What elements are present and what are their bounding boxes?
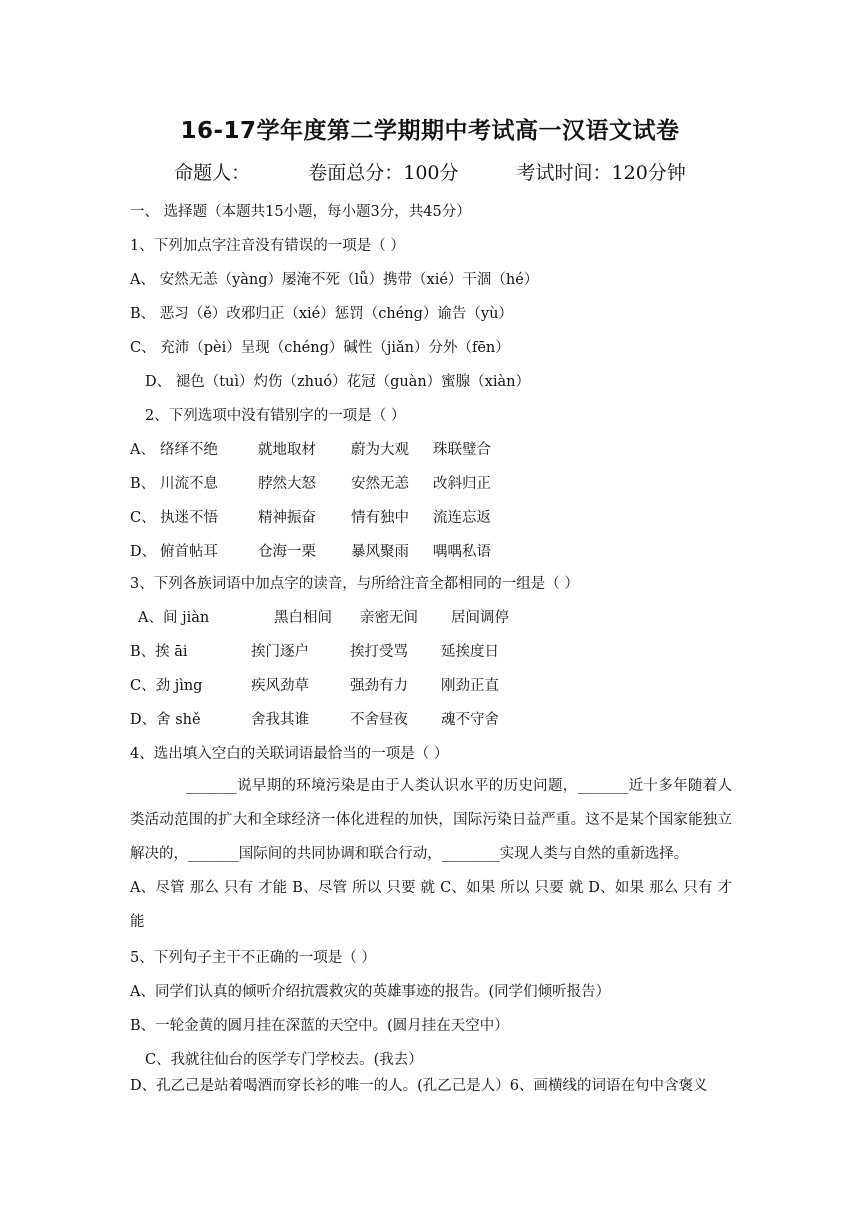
option-word: 疾风劲草 xyxy=(251,678,309,694)
option-word: 就地取材 xyxy=(258,442,316,458)
question-3-option-c xyxy=(130,676,732,696)
option-word: 珠联璧合 xyxy=(433,442,491,458)
option-word: 情有独中 xyxy=(351,510,409,526)
question-3-option-b xyxy=(130,642,732,662)
option-word: 刚劲正直 xyxy=(441,678,499,694)
exam-time: 考试时间：120分钟 xyxy=(516,162,686,184)
option-word: 暴风聚雨 xyxy=(351,544,409,560)
question-4-options: A、尽管 那么 只有 才能 B、尽管 所以 只要 就 C、如果 所以 只要 就 D、如果 那么 只有 才能 xyxy=(130,880,732,930)
question-2-option-c xyxy=(130,508,732,528)
option-word: 川流不息 xyxy=(160,476,218,492)
question-2-stem: 2、下列选项中没有错别字的一项是（ ） xyxy=(145,408,406,424)
option-word: 居间调停 xyxy=(451,610,509,626)
option-word: 延挨度日 xyxy=(441,644,499,660)
option-word: 仓海一栗 xyxy=(258,544,316,560)
option-letter: A、 xyxy=(130,442,155,458)
option-word: 脖然大怒 xyxy=(258,476,316,492)
question-5-option-c: C、我就往仙台的医学专门学校去。(我去） xyxy=(145,1052,423,1068)
option-letter: D、 xyxy=(130,544,157,560)
total-score: 卷面总分：100分 xyxy=(308,162,459,184)
question-1-option-b: B、 恶习（ě）改邪归正（xié）惩罚（chéng）谕告（yù） xyxy=(130,306,513,322)
option-key: A、间 jiàn xyxy=(138,610,210,626)
section-heading: 一、 选择题（本题共15小题，每小题3分，共45分） xyxy=(130,204,471,220)
question-4-passage: _______说早期的环境污染是由于人类认识水平的历史问题，_______近十多年随着人类活动范围的扩大和全球经济一体化进程的加快，国际污染日益严重。这不是某个国家能独立解决的，_______国际间的共同协调和联合行动，________实现人类与自然的重新选择。 xyxy=(130,778,732,862)
option-word: 俯首帖耳 xyxy=(160,544,218,560)
option-word: 精神振奋 xyxy=(258,510,316,526)
option-key: C、劲 jìng xyxy=(130,678,203,694)
option-word: 挨打受骂 xyxy=(350,644,408,660)
question-5-option-d: D、孔乙己是站着喝酒而穿长衫的唯一的人。(孔乙己是人）6、画横线的词语在句中含褒义 xyxy=(130,1078,708,1094)
question-5-option-a: A、同学们认真的倾听介绍抗震救灾的英雄事迹的报告。(同学们倾听报告） xyxy=(130,984,611,1000)
option-word: 亲密无间 xyxy=(360,610,418,626)
question-5-option-b: B、一轮金黄的圆月挂在深蓝的天空中。(圆月挂在天空中） xyxy=(130,1018,509,1034)
option-word: 魂不守舍 xyxy=(441,712,499,728)
option-word: 络绎不绝 xyxy=(160,442,218,458)
question-1-option-a: A、 安然无恙（yàng）屡淹不死（lǚ）携带（xié）干涸（hé） xyxy=(130,272,539,288)
question-2-option-b xyxy=(130,474,732,494)
option-letter: C、 xyxy=(130,510,156,526)
question-3-option-d xyxy=(130,710,732,730)
option-word: 喁喁私语 xyxy=(433,544,491,560)
option-word: 安然无恙 xyxy=(351,476,409,492)
question-1-stem: 1、下列加点字注音没有错误的一项是（ ） xyxy=(130,238,405,254)
option-word: 不舍昼夜 xyxy=(350,712,408,728)
option-key: B、挨 āi xyxy=(130,644,188,660)
question-2-option-a xyxy=(130,440,732,460)
question-3-option-a xyxy=(138,608,732,628)
author-label: 命题人： xyxy=(174,162,251,184)
exam-info xyxy=(0,158,860,185)
question-1-option-c: C、 充沛（pèi）呈现（chéng）碱性（jiǎn）分外（fēn） xyxy=(130,340,510,356)
page-title: 16-17学年度第二学期期中考试高一汉语文试卷 xyxy=(180,118,680,144)
question-5-stem: 5、下列句子主干不正确的一项是（ ） xyxy=(130,950,376,966)
option-word: 流连忘返 xyxy=(433,510,491,526)
option-word: 改斜归正 xyxy=(433,476,491,492)
option-letter: B、 xyxy=(130,476,156,492)
option-word: 舍我其谁 xyxy=(251,712,309,728)
option-word: 蔚为大观 xyxy=(351,442,409,458)
question-3-stem: 3、下列各族词语中加点字的读音，与所给注音全都相同的一组是（ ） xyxy=(130,576,579,592)
option-key: D、舍 shě xyxy=(130,712,201,728)
option-word: 黑白相间 xyxy=(274,610,332,626)
question-1-option-d: D、 褪色（tuì）灼伤（zhuó）花冠（guàn）蜜腺（xiàn） xyxy=(145,374,530,390)
option-word: 挨门逐户 xyxy=(251,644,309,660)
option-word: 强劲有力 xyxy=(350,678,408,694)
option-word: 执迷不悟 xyxy=(160,510,218,526)
question-2-option-d xyxy=(130,542,732,562)
question-4-stem: 4、选出填入空白的关联词语最恰当的一项是（ ） xyxy=(130,746,449,762)
